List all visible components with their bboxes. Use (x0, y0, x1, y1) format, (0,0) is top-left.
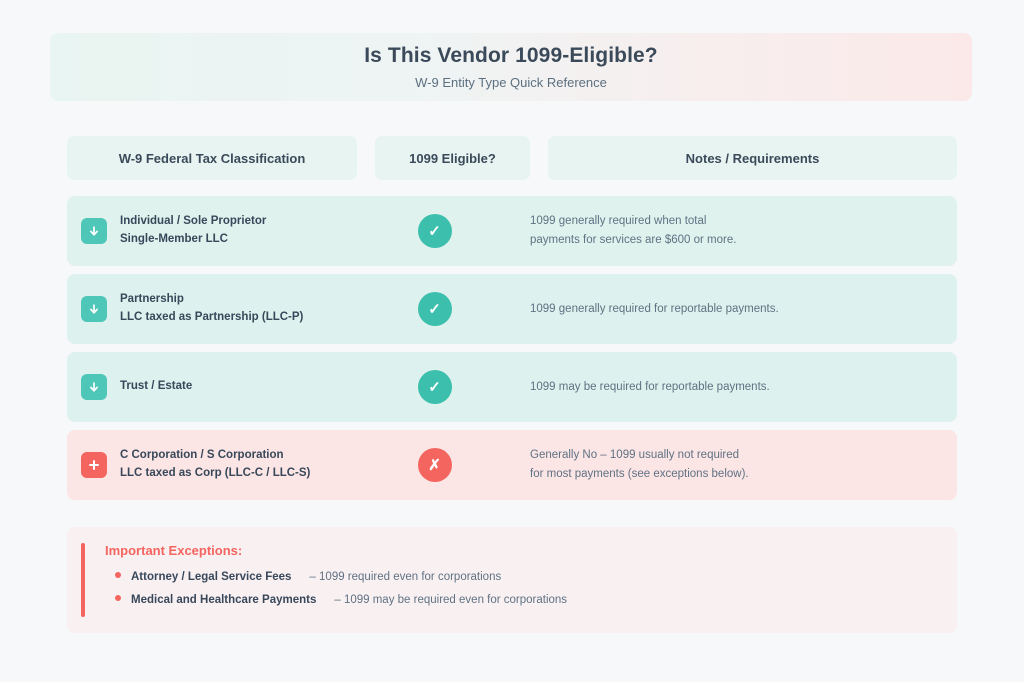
accent-bar (81, 543, 85, 617)
status-badge-no: ✗ (418, 448, 452, 482)
row-notes-cell (512, 300, 957, 319)
row-classification-label (120, 291, 303, 327)
row-classification-line1: Trust / Estate (120, 380, 193, 393)
arrow-down-icon (81, 218, 107, 244)
row-classification-label (120, 447, 310, 483)
column-header-notes: Notes / Requirements (548, 136, 957, 180)
column-header-eligible: 1099 Eligible? (375, 136, 530, 180)
table-column-headers (67, 136, 957, 180)
row-eligible-cell (357, 448, 512, 482)
status-badge-yes: ✓ (418, 370, 452, 404)
exceptions-card (67, 527, 957, 633)
row-classification-line1: C Corporation / S Corporation (120, 449, 284, 462)
table-row (67, 274, 957, 344)
table-row (67, 196, 957, 266)
page-subtitle: W-9 Entity Type Quick Reference (415, 75, 607, 90)
plus-icon (81, 452, 107, 478)
row-eligible-cell (357, 292, 512, 326)
table-row (67, 352, 957, 422)
arrow-down-icon (81, 374, 107, 400)
row-note-line1: 1099 generally required for reportable payments. (530, 302, 779, 315)
exception-label: Medical and Healthcare Payments (131, 594, 317, 606)
table-body (67, 196, 957, 508)
arrow-down-icon (81, 296, 107, 322)
row-classification-cell (67, 213, 357, 249)
row-classification-line2: Single-Member LLC (120, 233, 228, 245)
row-classification-line2: LLC taxed as Partnership (LLC-P) (120, 311, 304, 323)
row-eligible-cell (357, 370, 512, 404)
bullet-icon (115, 595, 121, 601)
status-badge-yes: ✓ (418, 292, 452, 326)
row-classification-cell (67, 374, 357, 400)
row-note-line1: Generally No – 1099 usually not required (530, 449, 740, 462)
page-title: Is This Vendor 1099-Eligible? (364, 44, 658, 67)
row-notes-cell (512, 212, 957, 250)
exception-label: Attorney / Legal Service Fees (131, 571, 292, 583)
row-notes-cell (512, 378, 957, 397)
row-classification-line1: Partnership (120, 293, 184, 306)
row-classification-label (120, 213, 266, 249)
exception-detail: – 1099 required even for corporations (309, 571, 502, 583)
exception-detail: – 1099 may be required even for corporations (334, 594, 568, 606)
row-note-line2: payments for services are $600 or more. (530, 234, 737, 246)
list-item (115, 571, 937, 583)
row-eligible-cell (357, 214, 512, 248)
bullet-icon (115, 572, 121, 578)
exceptions-title: Important Exceptions: (105, 543, 243, 558)
row-note-line2: for most payments (see exceptions below). (530, 468, 749, 480)
row-classification-line1: Individual / Sole Proprietor (120, 215, 267, 228)
header-banner (50, 33, 972, 101)
status-badge-yes: ✓ (418, 214, 452, 248)
row-classification-cell (67, 291, 357, 327)
column-header-classification: W-9 Federal Tax Classification (67, 136, 357, 180)
row-note-line1: 1099 may be required for reportable payments. (530, 380, 770, 393)
row-classification-line2: LLC taxed as Corp (LLC-C / LLC-S) (120, 467, 311, 479)
row-notes-cell (512, 446, 957, 484)
row-classification-cell (67, 447, 357, 483)
table-row (67, 430, 957, 500)
list-item (115, 594, 937, 606)
row-classification-label (120, 378, 192, 396)
row-note-line1: 1099 generally required when total (530, 215, 707, 228)
